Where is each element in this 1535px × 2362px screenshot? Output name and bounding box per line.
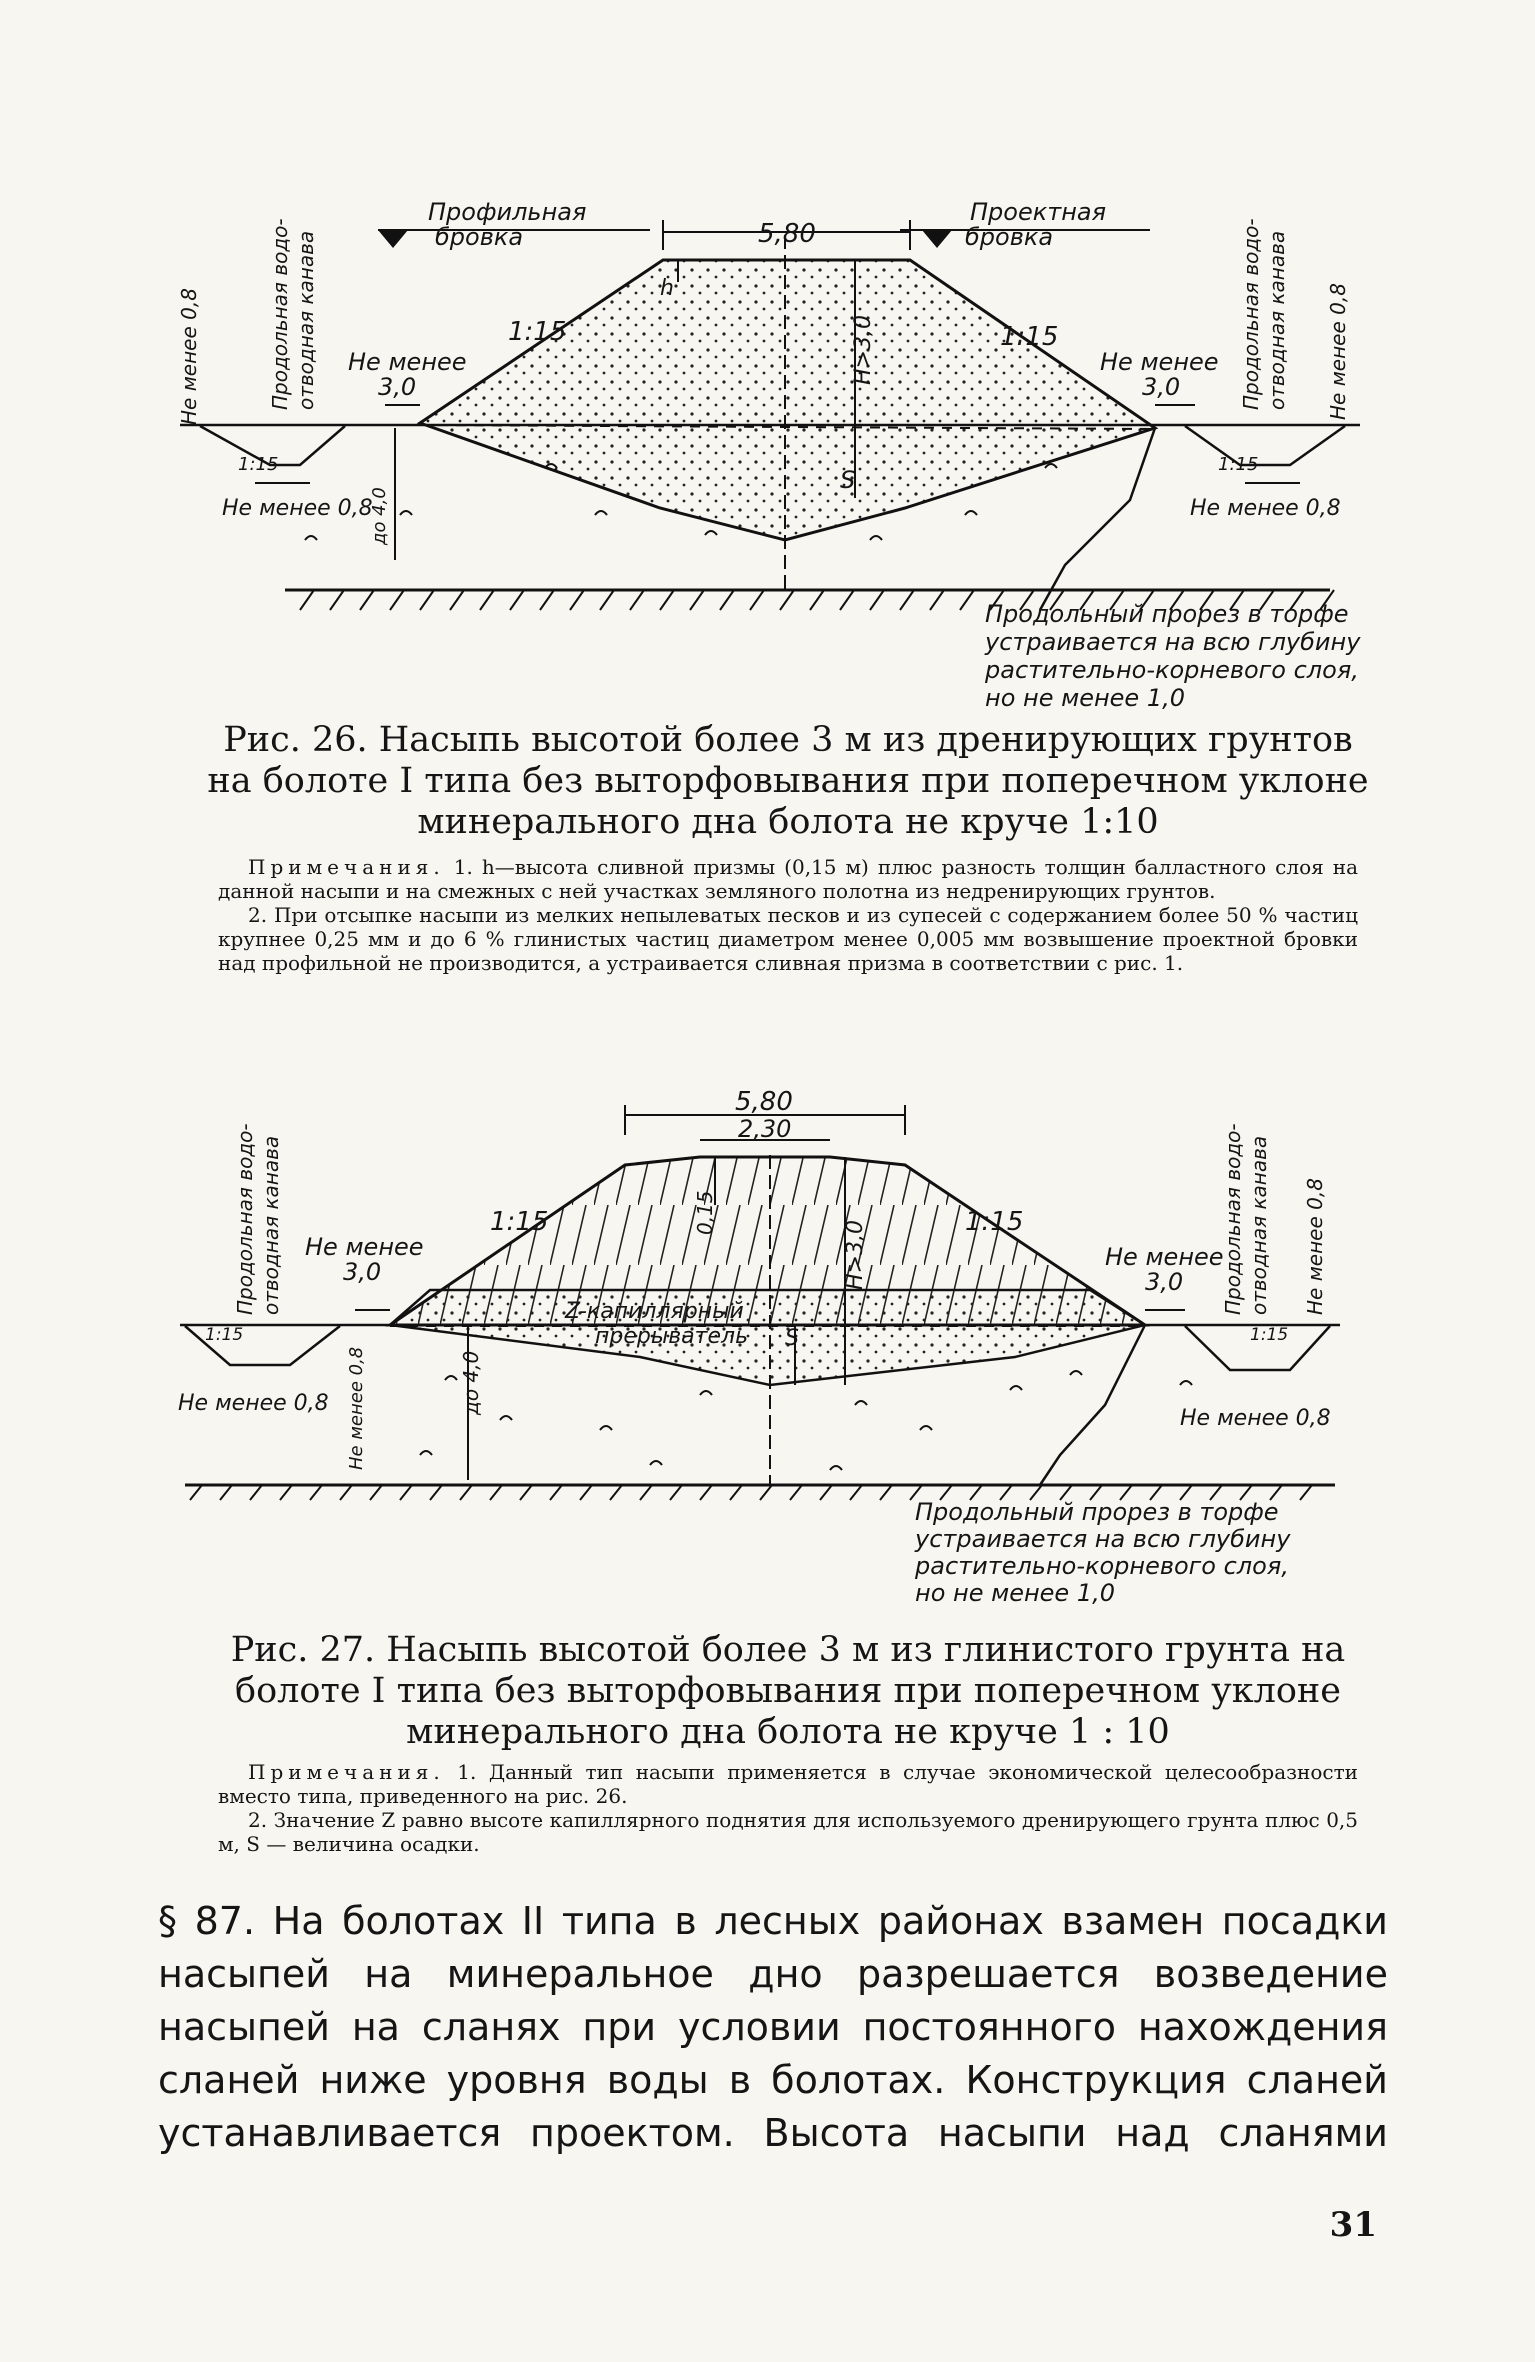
svg-text:но не менее 1,0: но не менее 1,0 [985,684,1185,712]
svg-text:Не менее 0,8: Не менее 0,8 [1303,1178,1327,1315]
svg-text:1:15: 1:15 [1250,1325,1289,1345]
figure-26-diagram [0,170,1535,730]
caption-figure-26: Рис. 26. Насыпь высотой более 3 м из дренирующих грунтов на болоте I типа без выторфовывания при поперечном уклоне минерального дна болота не круче 1:10 [207,720,1369,842]
longitudinal-cut [1040,1325,1145,1485]
svg-text:H>3,0: H>3,0 [851,315,876,385]
project-brow-label: Проектная [970,198,1107,226]
caption-figure-27: Рис. 27. Насыпь высотой более 3 м из глинистого грунта на болоте I типа без выторфовывания при поперечном уклоне минерального дна болота не круче 1 : 10 [230,1630,1346,1752]
slope-left: 1:15 [508,317,567,347]
svg-text:0,15: 0,15 [693,1190,717,1235]
svg-text:Не менее: Не менее [348,348,467,376]
notes-figure-27: Примечания. 1. Данный тип насыпи применяется в случае экономической целесообразности вместо типа, приведенного на рис. 26. 2. Значение Z равно высоте капиллярного поднятия для используемого дренирующего грунта плюс 0,5 м, S — величина осадки. [218,1760,1358,1856]
svg-text:3,0: 3,0 [378,373,417,401]
svg-text:устраивается на всю глубину: устраивается на всю глубину [985,628,1361,656]
svg-text:1:15: 1:15 [1218,454,1259,475]
svg-text:отводная канава: отводная канава [294,230,318,410]
slope-left: 1:15 [490,1207,549,1237]
svg-text:2,30: 2,30 [738,1115,792,1143]
svg-text:Не менее 0,8: Не менее 0,8 [1180,1406,1331,1431]
figure-27-diagram [0,1085,1535,1635]
svg-text:бровка: бровка [965,223,1054,251]
svg-text:3,0: 3,0 [1142,373,1181,401]
svg-text:отводная канава: отводная канава [259,1135,283,1315]
svg-text:Продольная водо-: Продольная водо- [233,1123,257,1315]
svg-text:Не менее 0,8: Не менее 0,8 [177,288,201,425]
svg-text:S: S [785,1326,799,1351]
svg-text:Не менее 0,8: Не менее 0,8 [1190,496,1341,521]
cut-note: Продольный прорез в торфе [985,600,1349,628]
slope-right: 1:15 [1000,322,1059,352]
svg-text:прерыватель: прерыватель [595,1324,749,1349]
svg-text:растительно-корневого слоя,: растительно-корневого слоя, [915,1552,1289,1580]
svg-text:Не менее: Не менее [1100,348,1219,376]
ditch-right [1185,426,1345,465]
svg-text:Не менее 0,8: Не менее 0,8 [346,1346,367,1470]
page-number: 31 [1329,2205,1377,2245]
svg-text:устраивается на всю глубину: устраивается на всю глубину [915,1525,1291,1553]
svg-text:h: h [660,276,674,301]
svg-text:H>3,0: H>3,0 [843,1220,868,1290]
svg-text:Продольная водо-: Продольная водо- [1239,218,1263,410]
capillary-break-label: Z-капиллярный [565,1299,744,1324]
svg-text:Не менее 0,8: Не менее 0,8 [1326,283,1350,420]
section-87-paragraph: § 87. На болотах II типа в лесных районах взамен посадки насыпей на минеральное дно разрешается возведение насыпей на сланях при условии постоянного нахождения сланей ниже уровня воды в болотах. Конструкция сланей устанавливается проектом. Высота насыпи над сланями [158,1899,1388,2155]
svg-text:бровка: бровка [435,223,524,251]
svg-text:отводная канава: отводная канава [1265,230,1289,410]
svg-text:Не менее: Не менее [305,1233,424,1261]
svg-text:S: S [840,466,856,494]
svg-text:Продольная водо-: Продольная водо- [1221,1123,1245,1315]
embankment-body [420,260,1155,540]
capillary-break-layer [390,1290,1145,1385]
svg-text:Не менее 0,8: Не менее 0,8 [222,496,373,521]
svg-text:3,0: 3,0 [1145,1268,1184,1296]
svg-text:1:15: 1:15 [205,1325,244,1345]
dim-top-width: 5,80 [758,219,816,249]
svg-text:1:15: 1:15 [238,454,279,475]
profile-brow-label: Профильная [428,198,587,226]
svg-text:Не менее: Не менее [1105,1243,1224,1271]
cut-note: Продольный прорез в торфе [915,1498,1279,1526]
slope-right: 1:15 [965,1207,1024,1237]
svg-text:до 4,0: до 4,0 [369,487,390,545]
svg-text:3,0: 3,0 [343,1258,382,1286]
svg-text:растительно-корневого слоя,: растительно-корневого слоя, [985,656,1359,684]
dim-top-width: 5,80 [735,1087,793,1117]
notes-figure-26: Примечания. 1. h—высота сливной призмы (0,15 м) плюс разность толщин балластного слоя на данной насыпи и на смежных с ней участках земляного полотна из недренирующих грунтов. 2. При отсыпке насыпи из мелких непылеватых песков и из супесей с содержанием более 50 % частиц крупнее 0,25 мм и до 6 % глинистых частиц диаметром менее 0,005 мм возвышение проектной бровки над профильной не производится, а устраивается сливная призма в соответствии с рис. 1. [218,855,1358,975]
svg-text:Не менее 0,8: Не менее 0,8 [178,1391,329,1416]
svg-text:отводная канава: отводная канава [1247,1135,1271,1315]
svg-text:Продольная водо-: Продольная водо- [268,218,292,410]
svg-text:до 4,0: до 4,0 [459,1350,483,1415]
svg-text:но не менее 1,0: но не менее 1,0 [915,1579,1115,1607]
